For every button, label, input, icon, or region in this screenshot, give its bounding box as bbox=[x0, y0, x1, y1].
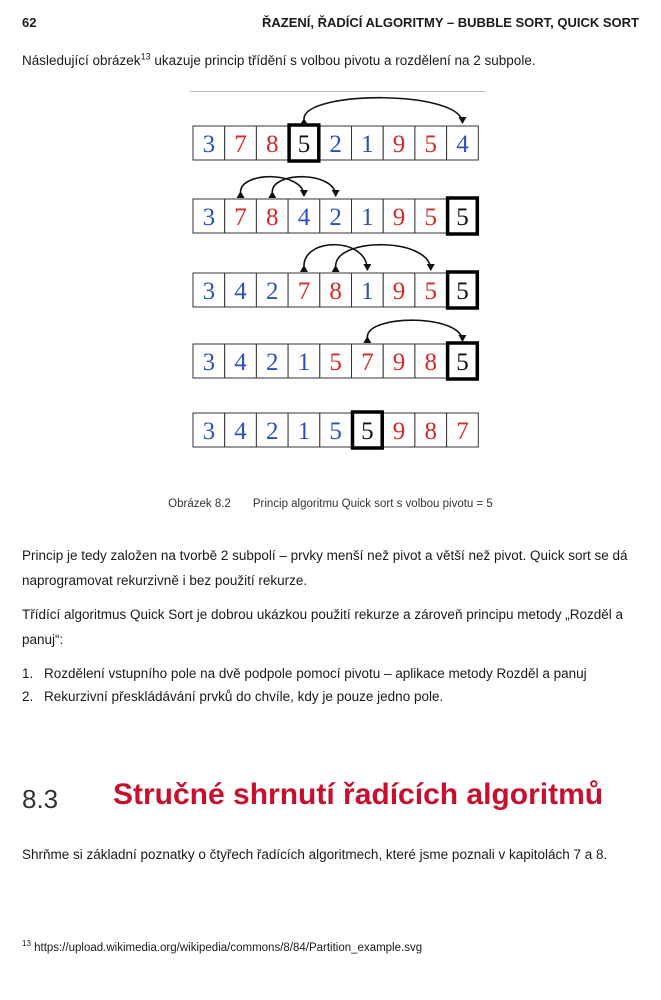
page-number: 62 bbox=[22, 15, 37, 30]
swap-arrow bbox=[304, 245, 367, 270]
cell-value: 3 bbox=[202, 278, 216, 305]
list-item-number: 1. bbox=[22, 666, 34, 681]
cell-value: 9 bbox=[392, 349, 406, 376]
cell-value: 1 bbox=[361, 204, 374, 231]
array-row bbox=[193, 245, 478, 308]
cell-value: 2 bbox=[266, 278, 279, 305]
cell-value: 5 bbox=[424, 204, 437, 231]
figure-caption bbox=[0, 498, 661, 510]
cell-value: 8 bbox=[266, 131, 279, 158]
cell-value: 8 bbox=[329, 278, 342, 305]
cell-value: 1 bbox=[297, 418, 311, 445]
footnote-reference: 13 bbox=[140, 51, 151, 62]
cell-value: 5 bbox=[456, 204, 469, 231]
cell-value: 4 bbox=[297, 204, 311, 231]
array-row bbox=[193, 412, 478, 448]
cell-value: 8 bbox=[424, 418, 437, 445]
cell-value: 4 bbox=[234, 418, 247, 445]
list-item-text: Rekurzivní přeskládávání prvků do chvíle, kdy je pouze jedno pole. bbox=[44, 689, 444, 704]
cell-value: 3 bbox=[202, 131, 216, 158]
section-title: Stručné shrnutí řadících algoritmů bbox=[113, 778, 604, 811]
intro-text: Následující obrázek bbox=[22, 53, 141, 68]
list-item-number: 2. bbox=[22, 689, 34, 704]
cell-value: 1 bbox=[297, 349, 311, 376]
cell-value: 2 bbox=[329, 131, 342, 158]
list-item bbox=[22, 685, 642, 708]
quicksort-partition-figure bbox=[0, 0, 661, 490]
cell-value: 7 bbox=[234, 131, 247, 158]
cell-value: 5 bbox=[424, 131, 437, 158]
cell-value: 2 bbox=[266, 418, 279, 445]
cell-value: 7 bbox=[234, 204, 247, 231]
cell-value: 3 bbox=[202, 349, 216, 376]
list-item-text: Rozdělení vstupního pole na dvě podpole pomocí pivotu – aplikace metody Rozděl a panuj bbox=[44, 666, 587, 681]
cell-value: 4 bbox=[234, 349, 247, 376]
cell-value: 8 bbox=[424, 349, 437, 376]
array-row bbox=[193, 177, 478, 234]
cell-value: 5 bbox=[361, 418, 374, 445]
cell-value: 2 bbox=[266, 349, 279, 376]
cell-value: 9 bbox=[392, 131, 406, 158]
cell-value: 9 bbox=[392, 418, 406, 445]
paragraph-summary: Shrňme si základní poznatky o čtyřech řadících algoritmech, které jsme poznali v kapitolách 7 a 8. bbox=[22, 847, 608, 862]
array-row bbox=[193, 320, 478, 379]
intro-text-rest: ukazuje princip třídění s volbou pivotu a rozdělení na 2 subpole. bbox=[150, 53, 536, 68]
cell-value: 7 bbox=[456, 418, 469, 445]
swap-arrow bbox=[304, 98, 463, 123]
cell-value: 5 bbox=[329, 418, 342, 445]
cell-value: 4 bbox=[234, 278, 247, 305]
cell-value: 5 bbox=[456, 278, 469, 305]
cell-value: 7 bbox=[361, 349, 374, 376]
footnote-text: https://upload.wikimedia.org/wikipedia/commons/8/84/Partition_example.svg bbox=[30, 942, 423, 954]
array-row bbox=[193, 98, 478, 161]
cell-value: 1 bbox=[361, 131, 374, 158]
paragraph-principle: Princip je tedy založen na tvorbě 2 subpolí – prvky menší než pivot a větší než pivot. Quick sort se dá naprogramovat rekurzivně i bez použití rekurze. bbox=[22, 548, 628, 588]
cell-value: 1 bbox=[361, 278, 374, 305]
cell-value: 9 bbox=[392, 204, 406, 231]
cell-value: 9 bbox=[392, 278, 406, 305]
list-item bbox=[22, 662, 642, 685]
cell-value: 7 bbox=[297, 278, 311, 305]
caption-label: Obrázek 8.2 bbox=[168, 498, 231, 510]
numbered-list bbox=[22, 662, 642, 708]
footnote-number: 13 bbox=[22, 939, 31, 949]
cell-value: 2 bbox=[329, 204, 342, 231]
cell-value: 4 bbox=[456, 131, 469, 158]
swap-arrow bbox=[241, 177, 304, 196]
cell-value: 3 bbox=[202, 418, 216, 445]
swap-arrow bbox=[367, 320, 462, 341]
cell-value: 5 bbox=[329, 349, 342, 376]
cell-value: 3 bbox=[202, 204, 216, 231]
section-number: 8.3 bbox=[22, 784, 59, 814]
caption-text: Princip algoritmu Quick sort s volbou pivotu = 5 bbox=[252, 498, 493, 510]
running-header: ŘAZENÍ, ŘADÍCÍ ALGORITMY – BUBBLE SORT, QUICK SORT bbox=[261, 15, 639, 30]
cell-value: 5 bbox=[456, 349, 469, 376]
swap-arrow bbox=[336, 245, 431, 270]
cell-value: 5 bbox=[297, 131, 311, 158]
cell-value: 5 bbox=[424, 278, 437, 305]
footnote bbox=[22, 939, 423, 954]
cell-value: 8 bbox=[266, 204, 279, 231]
paragraph-divide-and-conquer: Třídící algoritmus Quick Sort je dobrou ukázkou použití rekurze a zároveň principu metody „Rozděl a panuj“: bbox=[22, 607, 624, 647]
